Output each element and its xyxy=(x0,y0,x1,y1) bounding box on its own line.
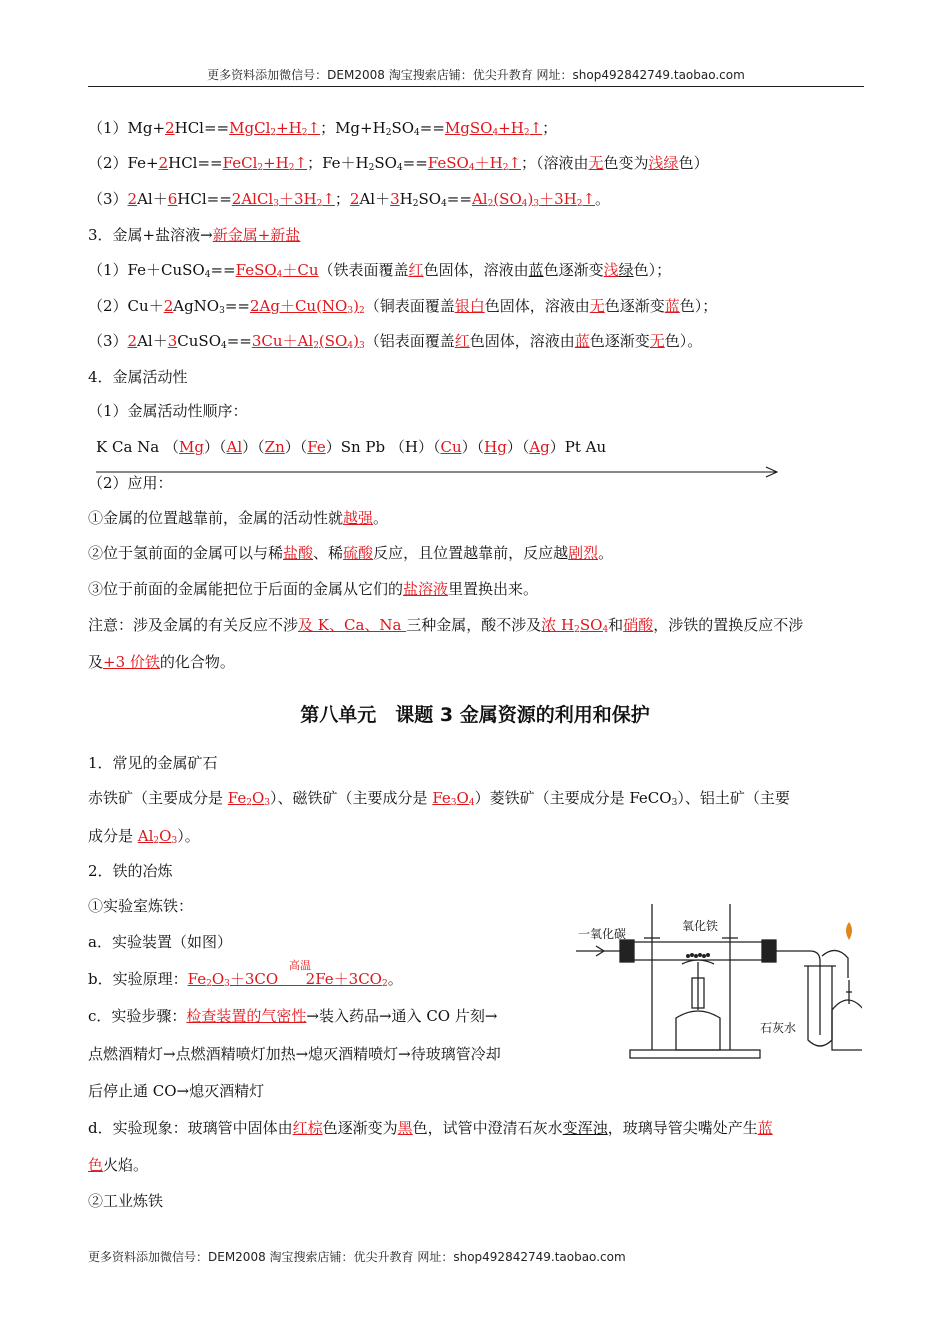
salt-heading: 3．金属+盐溶液→新金属+新盐 xyxy=(88,226,301,244)
ores-heading: 1．常见的金属矿石 xyxy=(88,754,218,772)
rule-1: ①金属的位置越靠前，金属的活动性就越强。 xyxy=(88,509,389,527)
step-d-line-2: 色火焰。 xyxy=(88,1156,149,1174)
step-b-principle: b．实验原理：$Fe_2O_3+3CO$ 高温 $2Fe+3CO_2$。 xyxy=(88,959,403,989)
activity-heading: 4．金属活动性 xyxy=(88,368,188,386)
lab-smelting-label: ①实验室炼铁： xyxy=(88,897,194,915)
industrial-label: ②工业炼铁 xyxy=(88,1192,164,1210)
page-header: 更多资料添加微信号：DEM2008 淘宝搜索店铺：优尖升教育 网址：shop492842749.taobao.com xyxy=(207,68,745,82)
page-footer: 更多资料添加微信号：DEM2008 淘宝搜索店铺：优尖升教育 网址：shop492842749.taobao.com xyxy=(88,1250,626,1264)
step-c-line-2: 点燃酒精灯→点燃酒精喷灯加热→熄灭酒精喷灯→待玻璃管冷却 xyxy=(88,1045,501,1063)
note-line-1: 注意：涉及金属的有关反应不涉及 K、Ca、Na 三种金属，酸不涉及浓 $H_2SO_4$和硝酸，涉铁的置换反应不涉 xyxy=(88,616,804,635)
ores-line-2: 成分是 $Al_2O_3$）。 xyxy=(88,827,200,846)
section-title: 第八单元 课题 3 金属资源的利用和保护 xyxy=(300,704,650,726)
salt-line-1: （1）Fe＋CuSO$_4$==FeSO$_4$＋Cu（铁表面覆盖红色固体，溶液由蓝色逐渐变浅绿色）； xyxy=(88,261,672,280)
ores-line-1: 赤铁矿（主要成分是 $Fe_2O_3$）、磁铁矿（主要成分是 $Fe_3O_4$）菱铁矿（主要成分是 FeCO$_3$）、铝土矿（主要 xyxy=(88,789,790,808)
apparatus-figure xyxy=(570,900,862,1060)
activity-order-label: （1）金属活动性顺序： xyxy=(88,402,248,420)
acid-line-1: $(1)Mg+2HCl==MgCl_2+H_2↑$；$Mg+H_2SO_4==MgSO_4+H_2↑$； xyxy=(88,119,558,138)
rule-3: ③位于前面的金属能把位于后面的金属从它们的盐溶液里置换出来。 xyxy=(88,580,539,598)
step-d-phenomenon: d．实验现象：玻璃管中固体由红棕色逐渐变为黑色，试管中澄清石灰水变浑浊，玻璃导管尖嘴处产生蓝 xyxy=(88,1119,773,1137)
note-line-2: 及+3 价铁的化合物。 xyxy=(88,653,235,671)
salt-line-3: $(3)2Al+3CuSO_4==3Cu+Al_2(SO_4)_3$（铝表面覆盖红色固体，溶液由蓝色逐渐变无色）。 xyxy=(88,332,703,351)
activity-series: K Ca Na （Mg）（Al）（Zn）（Fe）Sn Pb （H）（Cu）（Hg）（Ag）Pt Au xyxy=(96,438,607,456)
acid-line-3: $(3)2Al+6HCl==2AlCl_3+3H_2↑$；$2Al+3H_2SO_4==Al_2(SO_4)_3+3H_2↑$。 xyxy=(88,190,611,209)
header-rule xyxy=(88,86,864,87)
step-c-procedure: c．实验步骤：检查装置的气密性→装入药品→通入 CO 片刻→ xyxy=(88,1007,498,1025)
step-a: a．实验装置（如图） xyxy=(88,933,232,951)
step-c-line-3: 后停止通 CO→熄灭酒精灯 xyxy=(88,1082,265,1100)
application-label: （2）应用： xyxy=(88,474,173,492)
co-label: 一氧化碳 xyxy=(578,927,627,941)
rule-2: ②位于氢前面的金属可以与稀盐酸、稀硫酸反应，且位置越靠前，反应越剧烈。 xyxy=(88,544,614,562)
salt-line-2: $(2)Cu+2AgNO_3==2Ag+Cu(NO_3)_2$（铜表面覆盖银白色固体，溶液由无色逐渐变蓝色）； xyxy=(88,297,718,316)
activity-arrow xyxy=(96,466,778,478)
limewater-label: 石灰水 xyxy=(760,1021,797,1035)
fe-oxide-label: 氧化铁 xyxy=(682,919,719,933)
iron-heading: 2．铁的冶炼 xyxy=(88,862,173,880)
acid-line-2: $(2)Fe+2HCl==FeCl_2+H_2↑$；$Fe+H_2SO_4==FeSO_4+H_2↑$；（溶液由无色变为浅绿色） xyxy=(88,154,709,173)
